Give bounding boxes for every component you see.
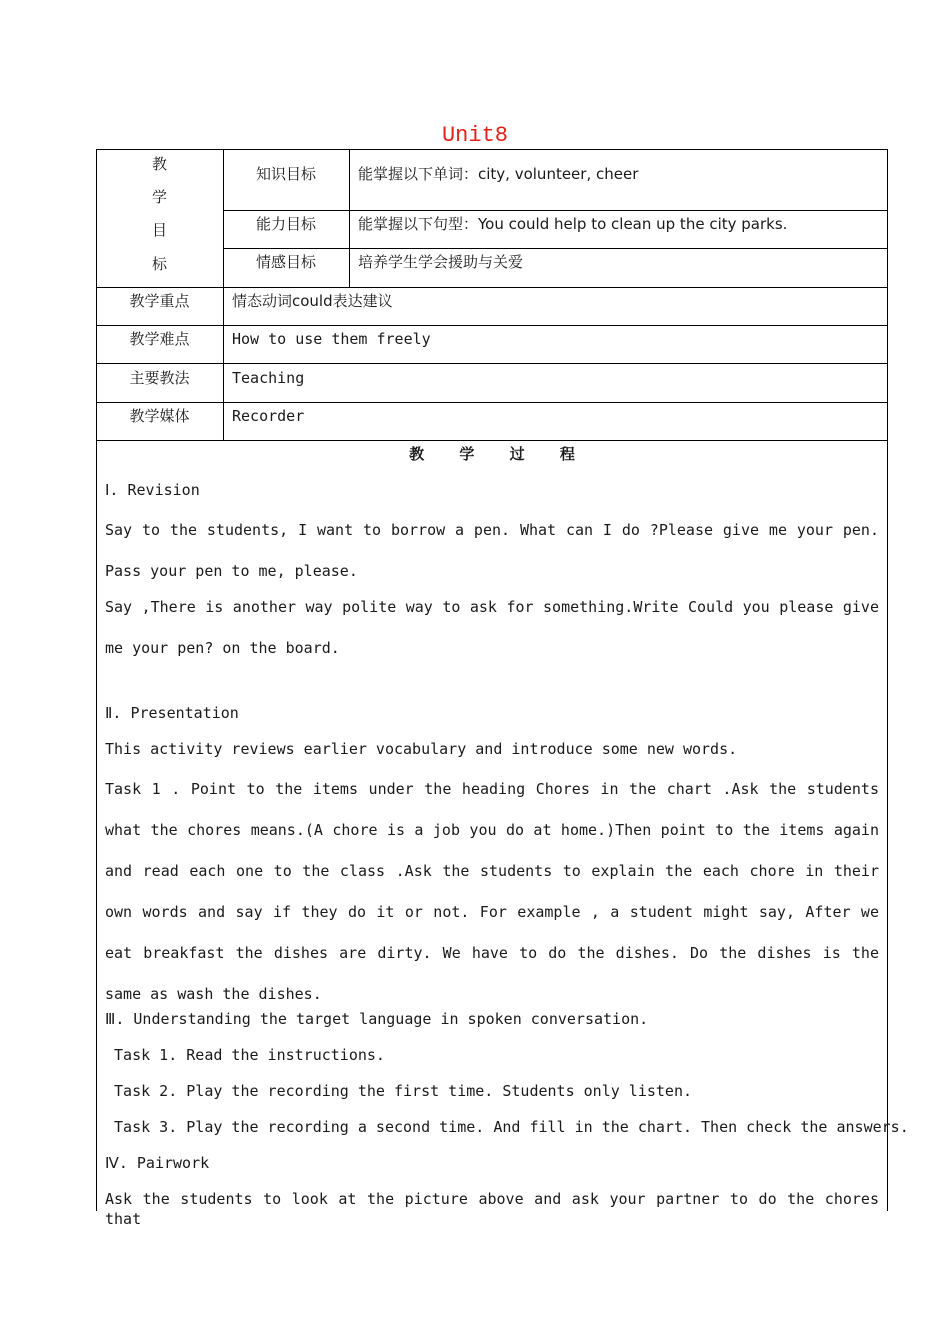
goal-content: 能掌握以下单词：city, volunteer, cheer	[358, 165, 639, 183]
goal-label: 情感目标	[255, 253, 316, 271]
table-rule	[96, 402, 888, 403]
goal-label: 能力目标	[255, 215, 316, 233]
goals-label-char: 教	[151, 155, 167, 173]
section-paragraph: Say ,There is another way polite way to ask for something.Write Could you please give me your pen? on the board.	[105, 598, 879, 657]
page-title: Unit8	[441, 123, 508, 148]
info-content: Teaching	[232, 369, 305, 387]
section-paragraph: Task 2. Play the recording the first time. Students only listen.	[105, 1082, 692, 1100]
table-rule	[96, 440, 888, 441]
goal-content: 能掌握以下句型：You could help to clean up the city parks.	[358, 215, 788, 233]
section-paragraph: Task 1. Read the instructions.	[105, 1046, 385, 1064]
goal-content: 培养学生学会援助与关爱	[358, 253, 524, 271]
info-content: 情态动词could表达建议	[232, 292, 393, 310]
table-rule	[223, 149, 224, 440]
table-rule	[349, 149, 350, 287]
section-paragraph: Task 3. Play the recording a second time. And fill in the chart. Then check the answers.	[105, 1118, 909, 1136]
table-rule	[96, 363, 888, 364]
table-rule	[223, 210, 888, 211]
section-paragraph: Ask the students to look at the picture above and ask your partner to do the chores that	[105, 1190, 879, 1228]
goals-label-char: 目	[151, 221, 167, 239]
info-label: 教学媒体	[129, 407, 190, 425]
section-heading: Ⅳ. Pairwork	[105, 1154, 210, 1172]
section-heading: Ⅱ. Presentation	[105, 704, 239, 722]
info-content: How to use them freely	[232, 330, 431, 348]
section-paragraph: This activity reviews earlier vocabulary and introduce some new words.	[105, 740, 738, 758]
table-rule	[96, 287, 888, 288]
goal-label: 知识目标	[255, 165, 316, 183]
goals-label-char: 标	[151, 255, 167, 273]
process-heading: 教 学 过 程	[409, 445, 575, 463]
goals-label-char: 学	[151, 188, 167, 206]
info-label: 主要教法	[129, 369, 190, 387]
section-paragraph: Task 1 . Point to the items under the heading Chores in the chart .Ask the students what the chores means.(A chore is a job you do at home.)Then point to the items again and read each one to the class .Ask the students to explain the each chore in their own words and say if they do it or not. For example , a student might say, After we eat breakfast the dishes are dirty. We have to do the dishes. Do the dishes is the same as wash the dishes.	[105, 780, 879, 1003]
info-content: Recorder	[232, 407, 305, 425]
table-rule	[96, 325, 888, 326]
info-label: 教学重点	[129, 292, 190, 310]
section-heading: Ⅲ. Understanding the target language in spoken conversation.	[105, 1010, 649, 1028]
section-paragraph: Say to the students, I want to borrow a pen. What can I do ?Please give me your pen. Pass your pen to me, please.	[105, 521, 879, 580]
table-rule	[223, 248, 888, 249]
section-heading: Ⅰ. Revision	[105, 481, 200, 499]
info-label: 教学难点	[129, 330, 190, 348]
